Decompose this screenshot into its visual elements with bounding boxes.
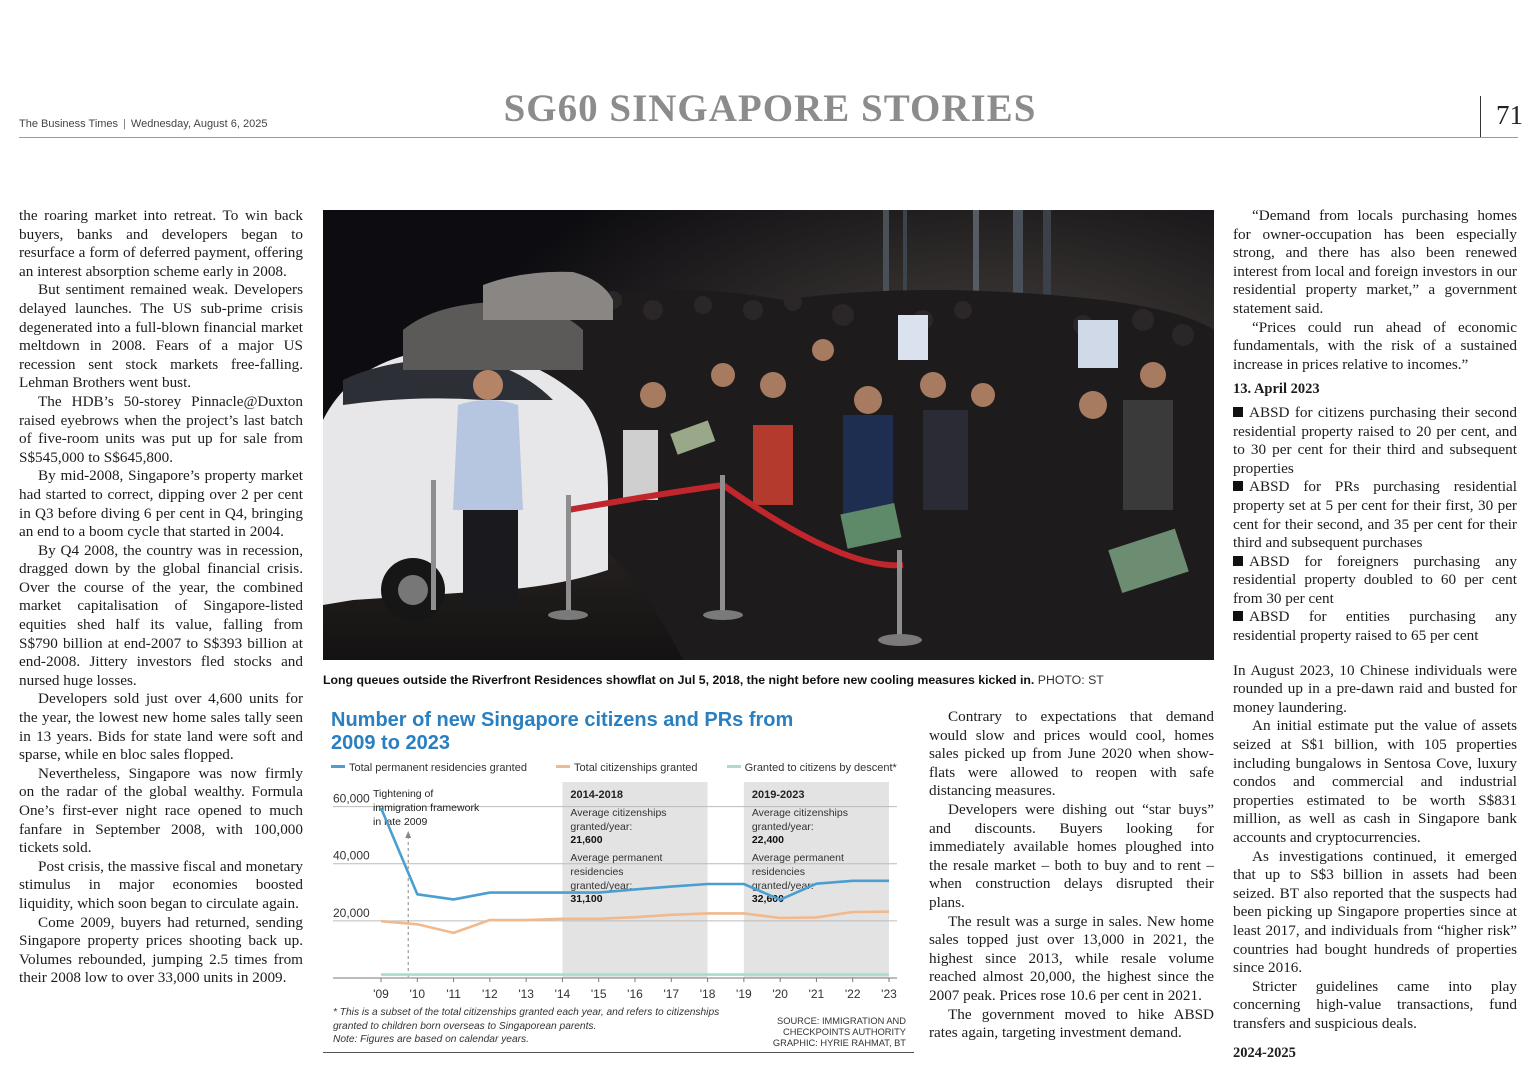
legend-item-citizenship <box>556 762 698 774</box>
article-column-3 <box>929 708 1214 1043</box>
paragraph: the roaring market into retreat. To win back buyers, banks and developers began to resurface a form of deferred payment, offering an interest absorption scheme early in 2008. <box>19 207 303 280</box>
line-chart <box>323 778 914 1004</box>
annotation-text: in late 2009 <box>373 816 428 828</box>
showflat-queue-photo <box>323 210 1214 660</box>
bullet-square-icon <box>1233 556 1243 566</box>
chart-legend <box>331 762 923 774</box>
news-photo <box>323 210 1214 660</box>
annotation-arrow-icon <box>405 831 411 838</box>
y-tick-label: 40,000 <box>333 848 370 863</box>
period-pr-value: 32,600 <box>751 893 784 905</box>
bullet-text: ABSD for citizens purchasing their second residential property raised to 20 per cent, and to 30 per cent for their third and subsequent properties <box>1233 403 1517 477</box>
caption-text: Long queues outside the Riverfront Residences showflat on Jul 5, 2018, the night before new cooling measures kicked in. <box>323 673 1035 687</box>
y-tick-label: 20,000 <box>333 905 370 920</box>
issue-date: Wednesday, August 6, 2025 <box>130 118 268 130</box>
bullet-text: ABSD for foreigners purchasing any residential property doubled to 60 per cent from 30 per cent <box>1233 552 1517 607</box>
period-pr-label: residencies <box>570 866 624 878</box>
timeline-heading: 2024-2025 <box>1233 1044 1296 1061</box>
x-tick-label: '20 <box>772 987 788 1001</box>
paragraph: Nevertheless, Singapore was now firmly on the radar of the global wealthy. Formula One’s first-ever night race opened to much fanfare in September 2008, with 100,000 tickets sold. <box>19 764 303 857</box>
period-pr-label: granted/year: <box>570 880 633 892</box>
section-title: SG60 SINGAPORE STORIES <box>503 87 1037 130</box>
header-rule <box>19 137 1518 138</box>
article-column-1 <box>19 207 303 988</box>
paragraph: By Q4 2008, the country was in recession, dragged down by the global financial crisis. Over the course of the year, the combined market capitalisation of Singapore-listed equities shed half its value, falling from S$790 billion at end-2007 to S$393 billion at end-2008. Jittery investors fled stocks and nursed huge losses. <box>19 541 303 689</box>
bullet-item <box>1233 478 1517 552</box>
paragraph: In August 2023, 10 Chinese individuals were rounded up in a pre-dawn raid and busted for money laundering. <box>1233 661 1517 716</box>
paragraph: Come 2009, buyers had returned, sending Singapore property prices shooting back up. Volumes rebounded, jumping 2.5 times from their 2008 low to over 33,000 units in 2009. <box>19 913 303 987</box>
x-tick-label: '22 <box>844 987 861 1001</box>
article-column-4 <box>1233 207 1517 1067</box>
bullet-item <box>1233 404 1517 478</box>
bullet-item <box>1233 553 1517 609</box>
legend-swatch <box>727 765 741 768</box>
period-label: 2019-2023 <box>751 789 805 801</box>
period-pr-label: Average permanent <box>570 852 663 864</box>
period-label: 2014-2018 <box>570 789 624 801</box>
x-tick-label: '11 <box>446 987 461 1001</box>
paragraph: “Prices could run ahead of economic fundamentals, with the risk of a sustained increase in prices relative to incomes.” <box>1233 318 1517 373</box>
x-tick-label: '15 <box>590 987 607 1001</box>
annotation-text: immigration framework <box>373 802 480 814</box>
paragraph: Contrary to expectations that demand would slow and prices would cool, homes sales picked up from June 2020 when show-flats were allowed to reopen with safe distancing measures. <box>929 708 1214 800</box>
bullet-text: ABSD for entities purchasing any residential property raised to 65 per cent <box>1233 608 1517 645</box>
period-pr-label: residencies <box>751 866 805 878</box>
paragraph: But sentiment remained weak. Developers delayed launches. The US sub-prime crisis degenerated into a full-blown financial market meltdown in 2008. Fears of a major US recession sent stock markets free-falling. Lehman Brothers went bust. <box>19 281 303 392</box>
publication-name: The Business Times <box>19 118 119 130</box>
x-tick-label: '23 <box>881 987 897 1001</box>
period-cit-value: 22,400 <box>751 834 784 846</box>
annotation-text: Tightening of <box>373 788 434 800</box>
paragraph: An initial estimate put the value of assets seized at S$1 billion, with 105 properties including bungalows in Sentosa Cove, luxury condos and commercial and industrial properties estimated to be worth S$831 million, as well as cash in Singapore bank accounts and cryptocurrencies. <box>1233 717 1517 846</box>
x-tick-label: '13 <box>518 987 534 1001</box>
period-pr-value: 31,100 <box>570 893 603 905</box>
legend-item-pr <box>331 762 527 774</box>
bullet-item <box>1233 608 1517 645</box>
masthead-dateline: The Business Times | Wednesday, August 6, 2025 <box>19 118 268 130</box>
period-cit-label: granted/year: <box>751 821 814 833</box>
chart-footnote <box>333 1006 753 1047</box>
legend-label: Total permanent residencies granted <box>349 762 527 774</box>
footnote-text: * This is a subset of the total citizenships granted each year, and refers to citizenships granted to children born overseas to Singaporean parents. <box>333 1007 720 1032</box>
header-divider <box>1480 96 1481 138</box>
legend-swatch <box>556 765 570 768</box>
note-text: Note: Figures are based on calendar years. <box>333 1034 529 1045</box>
source-line: CHECKPOINTS AUTHORITY <box>783 1026 906 1037</box>
period-cit-value: 21,600 <box>570 834 603 846</box>
legend-label: Total citizenships granted <box>574 762 698 774</box>
paragraph: By mid-2008, Singapore’s property market had started to correct, dipping over 2 per cent in Q3 before diving 6 per cent in Q4, bringing an end to a boom cycle that started in 2004. <box>19 467 303 541</box>
x-tick-label: '16 <box>627 987 643 1001</box>
x-tick-label: '19 <box>736 987 752 1001</box>
period-cit-label: Average citizenships <box>570 807 667 819</box>
paragraph: Developers were dishing out “star buys” and discounts. Buyers looking for immediately available homes ploughed into the resale market – both to buy and to rent – when construction delays disrupted their plans. <box>929 800 1214 911</box>
x-tick-label: '09 <box>373 987 389 1001</box>
timeline-heading: 13. April 2023 <box>1233 381 1320 398</box>
graphic-credit: GRAPHIC: HYRIE RAHMAT, BT <box>772 1037 906 1048</box>
paragraph: The government moved to hike ABSD rates again, targeting investment demand. <box>929 1005 1214 1042</box>
x-tick-label: '14 <box>554 987 571 1001</box>
chart-bottom-rule <box>323 1052 914 1053</box>
x-tick-label: '17 <box>663 987 680 1001</box>
photo-credit: PHOTO: ST <box>1037 673 1104 687</box>
legend-item-descent <box>727 762 897 774</box>
bullet-square-icon <box>1233 481 1243 491</box>
period-cit-label: Average citizenships <box>751 807 848 819</box>
x-tick-label: '10 <box>409 987 426 1001</box>
x-tick-label: '18 <box>699 987 716 1001</box>
paragraph: The HDB’s 50-storey Pinnacle@Duxton raised eyebrows when the project’s last batch of five-room units was put up for sale from S$545,000 to S$645,800. <box>19 392 303 466</box>
paragraph: Developers sold just over 4,600 units for the year, the lowest new home sales tally seen in 13 years. Bids for state land were soft and sparse, while en bloc sales flopped. <box>19 690 303 764</box>
period-cit-label: granted/year: <box>570 821 633 833</box>
bullet-text: ABSD for PRs purchasing residential property set at 5 per cent for their first, 30 per cent for their second, and 35 per cent for their third and subsequent purchases <box>1233 478 1517 552</box>
chart-source <box>700 1016 906 1048</box>
paragraph: Stricter guidelines came into play concerning high-value transactions, fund transfers and suspicious deals. <box>1233 977 1517 1032</box>
legend-swatch <box>331 765 345 768</box>
paragraph: The result was a surge in sales. New home sales topped just over 13,000 in 2021, the highest since 2013, while resale volume reached almost 20,000, the highest since the 2007 peak. Prices rose 10.6 per cent in 2021. <box>929 912 1214 1004</box>
bullet-square-icon <box>1233 611 1243 621</box>
paragraph: Post crisis, the massive fiscal and monetary stimulus in major economies boosted liquidity, which soon began to circulate again. <box>19 857 303 912</box>
period-pr-label: Average permanent <box>751 852 844 864</box>
bullet-square-icon <box>1233 407 1243 417</box>
period-pr-label: granted/year: <box>751 880 814 892</box>
paragraph: As investigations continued, it emerged that up to S$3 billion in assets had been seized. BT also reported that the suspects had been picking up Singapore properties since at least 2017, and individuals from “higher risk” countries had bought hundreds of properties since 2016. <box>1233 847 1517 977</box>
chart-title: Number of new Singapore citizens and PRs from 2009 to 2023 <box>331 709 794 754</box>
x-tick-label: '21 <box>808 987 825 1001</box>
x-tick-label: '12 <box>482 987 498 1001</box>
legend-label: Granted to citizens by descent* <box>744 762 897 774</box>
y-tick-label: 60,000 <box>333 791 370 806</box>
source-line: SOURCE: IMMIGRATION AND <box>777 1016 906 1026</box>
page-number: 71 <box>1496 100 1523 130</box>
photo-caption <box>323 673 1223 687</box>
paragraph: “Demand from locals purchasing homes for owner-occupation has been especially strong, and there has also been renewed interest from local and foreign investors in our residential property market,” a government statement said. <box>1233 207 1517 317</box>
